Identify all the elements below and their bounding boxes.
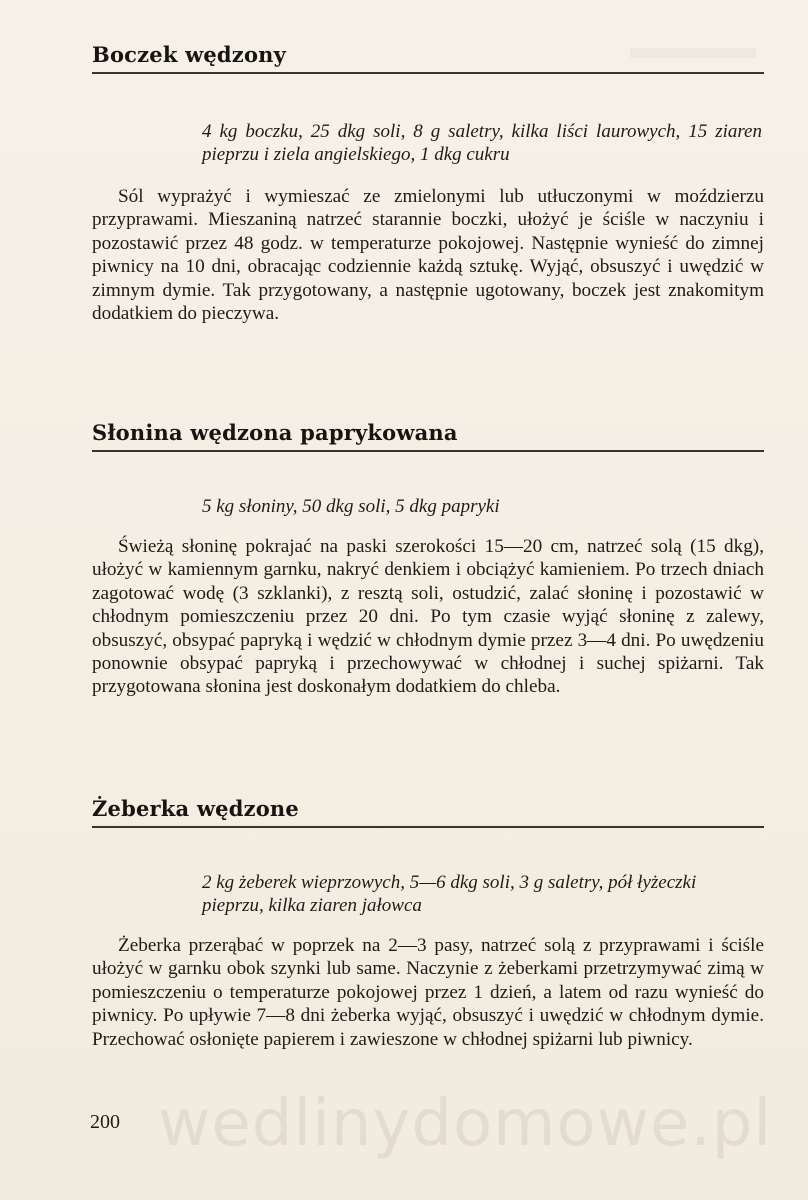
title-rule — [92, 72, 764, 74]
site-watermark: wedlinydomowe.pl — [158, 1087, 773, 1161]
recipe-text: Żeberka przerąbać w poprzek na 2—3 pasy, natrzeć solą z przyprawami i ściśle ułożyć w garnku obok szynki lub same. Naczynie z żeberkami przetrzymywać zimą w pomieszczeniu o temperaturze pokojowej przez 1 dzień, a latem od razu wynieść do piwnicy. Po upływie 7—8 dni żeberka wyjąć, obsuszyć i uwędzić w chłodnym dymie. Przechować osłonięte papierem i zawieszone w chłodnej spiżarni lub piwnicy. — [92, 935, 764, 1050]
recipe-section — [92, 796, 764, 1051]
recipe-title: Słonina wędzona paprykowana — [92, 420, 458, 445]
title-rule — [92, 826, 764, 828]
recipe-section — [92, 42, 764, 325]
recipe-title: Żeberka wędzone — [92, 796, 299, 821]
recipe-text: Świeżą słoninę pokrajać na paski szerokości 15—20 cm, natrzeć solą (15 dkg), ułożyć w kamiennym garnku, nakryć denkiem i obciążyć kamieniem. Po trzech dniach zagotować wodę (3 szklanki), z resztą soli, ostudzić, zalać słoninę i pozostawić w chłodnym pomieszczeniu przez 20 dni. Po tym czasie wyjąć słoninę z zalewy, obsuszyć, obsypać papryką i wędzić w chłodnym dymie przez 3—4 dni. Po uwędzeniu ponownie obsypać papryką i przechowywać w chłodnej i suchej spiżarni. Tak przygotowana słonina jest doskonałym dodatkiem do chleba. — [92, 536, 764, 698]
recipe-text: Sól wyprażyć i wymieszać ze zmielonymi lub utłuczonymi w moździerzu przyprawami. Mieszaniną natrzeć starannie boczki, ułożyć je ściśle w naczyniu i pozostawić przez 48 godz. w temperaturze pokojowej. Następnie wynieść do zimnej piwnicy na 10 dni, obracając codziennie każdą sztukę. Wyjąć, obsuszyć i uwędzić w zimnym dymie. Tak przygotowany, a następnie ugotowany, boczek jest znakomitym dodatkiem do pieczywa. — [92, 186, 764, 325]
recipe-section — [92, 420, 764, 699]
recipe-ingredients: 5 kg słoniny, 50 dkg soli, 5 dkg papryki — [202, 496, 500, 517]
recipe-ingredients: 4 kg boczku, 25 dkg soli, 8 g saletry, kilka liści laurowych, 15 ziaren pieprzu i ziela angielskiego, 1 dkg cukru — [202, 121, 762, 165]
title-rule — [92, 450, 764, 452]
recipe-title: Boczek wędzony — [92, 42, 287, 67]
recipe-ingredients: 2 kg żeberek wieprzowych, 5—6 dkg soli, 3 g saletry, pół łyżeczki pieprzu, kilka ziaren jałowca — [202, 872, 697, 916]
page-number: 200 — [90, 1111, 120, 1133]
